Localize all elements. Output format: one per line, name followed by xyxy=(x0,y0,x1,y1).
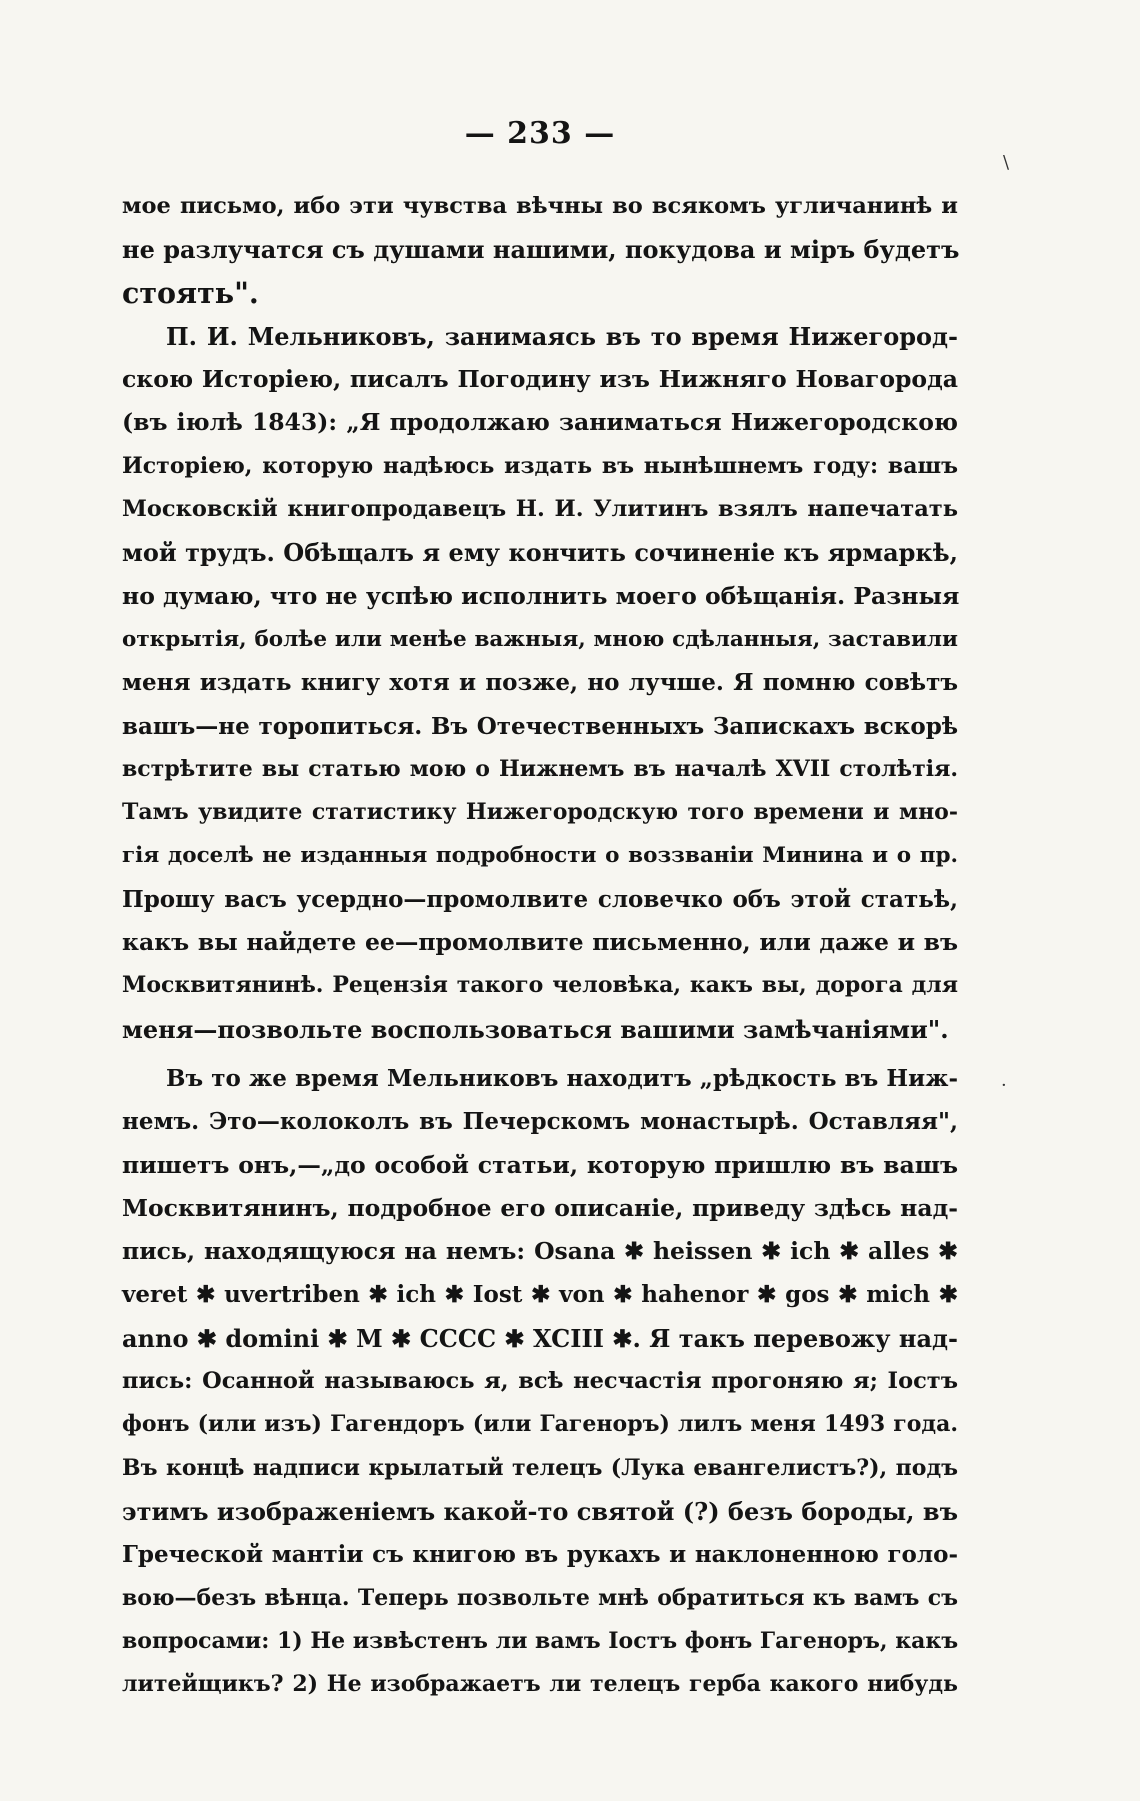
text-line: вопросами: 1) Не извѣстенъ ли вамъ Іостъ фонъ Гагеноръ, какъ xyxy=(122,1627,959,1654)
text-line: литейщикъ? 2) Не изображаетъ ли телецъ герба какого нибудь xyxy=(122,1671,958,1698)
text-line: Въ то же время Мельниковъ находитъ „рѣдкость въ Ниж- xyxy=(166,1064,958,1092)
text-line: пись: Осанной называюсь я, всѣ несчастія прогоняю я; Іостъ xyxy=(122,1368,958,1395)
text-line: Въ концѣ надписи крылатый телецъ (Лука евангелистъ?), подъ xyxy=(122,1454,958,1481)
text-line: стоять". xyxy=(122,275,259,310)
text-line: Московскій книгопродавецъ Н. И. Улитинъ взялъ напечатать xyxy=(122,496,958,523)
text-line: veret ✱ uvertriben ✱ ich ✱ Iost ✱ von ✱ hahenor ✱ gos ✱ mich ✱ xyxy=(122,1281,958,1309)
text-line: скою Исторіею, писалъ Погодину изъ Нижняго Новагорода xyxy=(122,365,958,394)
text-line: вою—безъ вѣнца. Теперь позвольте мнѣ обратиться къ вамъ съ xyxy=(122,1584,958,1611)
text-line: Прошу васъ усердно—промолвите словечко объ этой статьѣ, xyxy=(122,885,958,913)
text-line: открытія, болѣе или менѣе важныя, мною сдѣланныя, заставили xyxy=(122,626,958,652)
text-line: гія доселѣ не изданныя подробности о воззваніи Минина и о пр. xyxy=(122,843,958,869)
text-line: но думаю, что не успѣю исполнить моего обѣщанія. Разныя xyxy=(122,581,960,610)
text-line: пишетъ онъ,—„до особой статьи, которую пришлю въ вашъ xyxy=(122,1150,958,1179)
text-line: мое письмо, ибо эти чувства вѣчны во всякомъ угличанинѣ и xyxy=(122,193,958,219)
text-line: этимъ изображеніемъ какой-то святой (?) безъ бороды, въ xyxy=(122,1496,958,1526)
text-line: немъ. Это—колоколъ въ Печерскомъ монастырѣ. Оставляя", xyxy=(122,1108,958,1136)
text-line: Москвитянинъ, подробное его описаніе, приведу здѣсь над- xyxy=(122,1193,958,1222)
text-line: фонъ (или изъ) Гагендоръ (или Гагеноръ) лилъ меня 1493 года. xyxy=(122,1411,958,1438)
text-line: Греческой мантіи съ книгою въ рукахъ и наклоненною голо- xyxy=(122,1541,958,1569)
text-line: мой трудъ. Обѣщалъ я ему кончить сочиненіе къ ярмаркѣ, xyxy=(122,538,958,568)
text-line: Москвитянинѣ. Рецензія такого человѣка, какъ вы, дорога для xyxy=(122,972,958,999)
text-line: какъ вы найдете ее—промолвите письменно, или даже и въ xyxy=(122,928,958,957)
text-line: вашъ—не торопиться. Въ Отечественныхъ Запискахъ вскорѣ xyxy=(122,712,958,740)
text-line: П. И. Мельниковъ, занимаясь въ то время Нижегород- xyxy=(166,321,958,351)
text-line: меня—позвольте воспользоваться вашими замѣчаніями". xyxy=(122,1014,949,1044)
text-line: встрѣтите вы статью мою о Нижнемъ въ началѣ XVII столѣтія. xyxy=(122,755,958,782)
body-text xyxy=(122,185,958,1706)
scan-mark-right: · xyxy=(1001,1075,1007,1096)
page-number: — 233 — xyxy=(464,116,616,151)
text-line: не разлучатся съ душами нашими, покудова и міръ будетъ xyxy=(122,235,960,265)
text-line: anno ✱ domini ✱ M ✱ CCCC ✱ XCIII ✱. Я такъ перевожу над- xyxy=(122,1323,958,1353)
text-line: (въ іюлѣ 1843): „Я продолжаю заниматься Нижегородскою xyxy=(122,408,958,437)
text-line: пись, находящуюся на немъ: Osana ✱ heissen ✱ ich ✱ alles ✱ xyxy=(122,1237,958,1266)
scan-mark-top-right: \ xyxy=(1003,152,1010,173)
text-line: меня издать книгу хотя и позже, но лучше. Я помню совѣтъ xyxy=(122,669,958,697)
text-line: Тамъ увидите статистику Нижегородскую того времени и мно- xyxy=(122,799,958,826)
text-line: Исторіею, которую надѣюсь издать въ нынѣшнемъ году: вашъ xyxy=(122,452,958,479)
